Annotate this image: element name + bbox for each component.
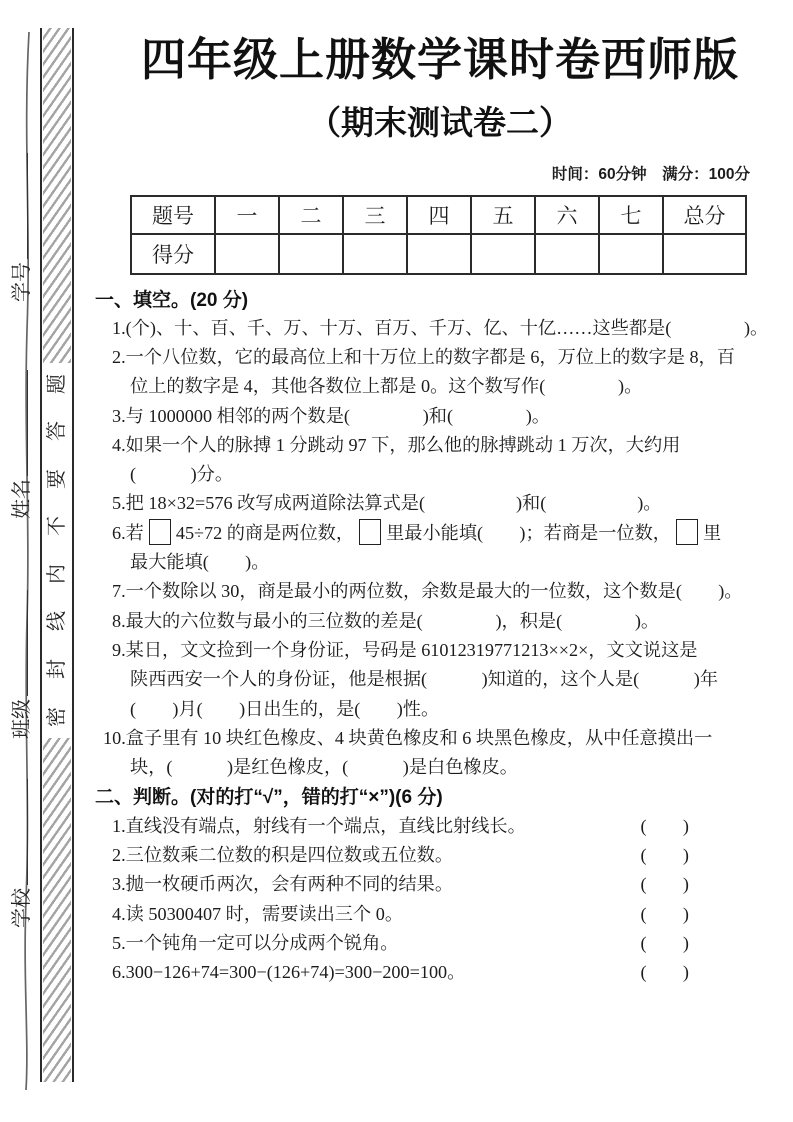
score-table-header-cell: 五 (471, 196, 535, 234)
question-4-line-2: ( )分。 (130, 464, 234, 485)
blank-underline (25, 153, 28, 259)
answer-bracket: ( ) (640, 815, 689, 836)
question-6-part-3: 里最小能填( )；若商是一位数， (386, 522, 671, 543)
exam-title: 四年级上册数学课时卷西师版 (140, 34, 739, 85)
blank-underline (25, 590, 28, 696)
seal-char: 答 (46, 421, 68, 441)
question-7-line: 7.一个数除以 30，商是最小的两位数，余数是最大的一位数，这个数是( )。 (112, 581, 743, 602)
question-3-line: 3.与 1000000 相邻的两个数是( )和( )。 (112, 405, 550, 426)
seal-char: 题 (46, 374, 68, 394)
school-label: 学校 (11, 888, 33, 928)
judgment-1-row (112, 810, 689, 839)
seal-line-strip (40, 28, 74, 1082)
answer-bracket: ( ) (640, 844, 689, 865)
judgment-6-row (112, 957, 689, 986)
judgment-4-text: 4.读 50300407 时，需要读出三个 0。 (112, 903, 404, 924)
score-empty-cell (663, 234, 746, 274)
blank-underline (25, 370, 28, 476)
seal-char: 内 (46, 564, 68, 584)
question-5-line: 5.把 18×32=576 改写成两道除法算式是( )和( )。 (112, 493, 662, 514)
class-label: 班级 (11, 699, 33, 739)
question-10-line-1: 10.盒子里有 10 块红色橡皮、4 块黄色橡皮和 6 块黑色橡皮，从中任意摸出一 (103, 727, 713, 748)
score-empty-cell (599, 234, 663, 274)
score-table-header-cell: 总分 (663, 196, 746, 234)
judgment-2-text: 2.三位数乘二位数的积是四位数或五位数。 (112, 844, 454, 865)
main-column (95, 0, 785, 986)
blank-box (359, 519, 381, 545)
question-9-line-2: 陕西西安一个人的身份证，他是根据( )知道的，这个人是( )年 (130, 669, 719, 690)
judgment-3-row (112, 869, 689, 898)
score-table (130, 195, 747, 275)
score-empty-cell (471, 234, 535, 274)
score-table-header-cell: 二 (279, 196, 343, 234)
student-name-field (5, 359, 31, 519)
blank-box (149, 519, 171, 545)
question-6-line-2: 最大能填( )。 (130, 552, 270, 573)
judgment-2-row (112, 839, 689, 868)
judgment-5-text: 5.一个钝角一定可以分成两个锐角。 (112, 932, 399, 953)
question-9-line-1: 9.某日，文文捡到一个身份证，号码是 61012319771213××2×，文文说这是 (112, 639, 698, 660)
answer-bracket: ( ) (640, 932, 689, 953)
section-2-heading: 二、判断。(对的打“√”，错的打“×”)(6 分) (95, 786, 443, 808)
judgment-4-row (112, 898, 689, 927)
question-6-part-2: 45÷72 的商是两位数， (175, 522, 355, 543)
judgment-6-text: 6.300−126+74=300−(126+74)=300−200=100。 (112, 962, 466, 983)
hatch-pattern (43, 28, 71, 363)
student-id-field (5, 142, 31, 302)
answer-bracket: ( ) (640, 962, 689, 983)
question-6-part-1: 6.若 (112, 522, 144, 543)
answer-bracket: ( ) (640, 874, 689, 895)
hatch-pattern (43, 738, 71, 1082)
question-8-line: 8.最大的六位数与最小的三位数的差是( )，积是( )。 (112, 610, 660, 631)
question-4-line-1: 4.如果一个人的脉搏 1 分跳动 97 下，那么他的脉搏跳动 1 万次，大约用 (112, 434, 681, 455)
exam-subtitle: （期末测试卷二） (308, 104, 572, 141)
school-field (5, 768, 31, 928)
judgment-3-text: 3.抛一枚硬币两次，会有两种不同的结果。 (112, 874, 454, 895)
question-6-part-4: 里 (703, 522, 722, 543)
judgment-1-text: 1.直线没有端点，射线有一个端点，直线比射线长。 (112, 815, 526, 836)
score-table-header-cell: 三 (343, 196, 407, 234)
score-table-header-cell: 四 (407, 196, 471, 234)
score-label-cell: 得分 (131, 234, 215, 274)
time-score-info: 时间：60分钟 满分：100分 (551, 166, 750, 183)
seal-char: 线 (46, 611, 68, 631)
score-empty-cell (279, 234, 343, 274)
question-6-line-1 (112, 517, 785, 546)
student-name-label: 姓名 (11, 479, 33, 519)
score-empty-cell (215, 234, 279, 274)
seal-char: 要 (46, 469, 68, 489)
question-1-line: 1.(个)、十、百、千、万、十万、百万、千万、亿、十亿……这些都是( )。 (112, 317, 769, 338)
score-table-header-cell: 七 (599, 196, 663, 234)
class-field (5, 579, 31, 739)
student-id-label: 学号 (11, 262, 33, 302)
answer-bracket: ( ) (640, 903, 689, 924)
section-1-heading: 一、填空。(20 分) (95, 290, 249, 311)
question-10-line-2: 块，( )是红色橡皮，( )是白色橡皮。 (130, 757, 518, 778)
score-empty-cell (343, 234, 407, 274)
seal-char: 不 (46, 516, 68, 536)
blank-underline (25, 779, 28, 885)
seal-char: 封 (46, 659, 68, 679)
score-table-header-cell: 一 (215, 196, 279, 234)
seal-char: 密 (46, 707, 68, 727)
score-table-header-cell: 题号 (131, 196, 215, 234)
score-table-header-cell: 六 (535, 196, 599, 234)
blank-box (676, 519, 698, 545)
score-empty-cell (407, 234, 471, 274)
score-empty-cell (535, 234, 599, 274)
question-2-line-2: 位上的数字是 4，其他各数位上都是 0。这个数写作( )。 (130, 376, 643, 397)
judgment-5-row (112, 927, 689, 956)
question-2-line-1: 2.一个八位数，它的最高位上和十万位上的数字都是 6，万位上的数字是 8，百 (112, 346, 735, 367)
question-9-line-3: ( )月( )日出生的，是( )性。 (130, 698, 440, 719)
